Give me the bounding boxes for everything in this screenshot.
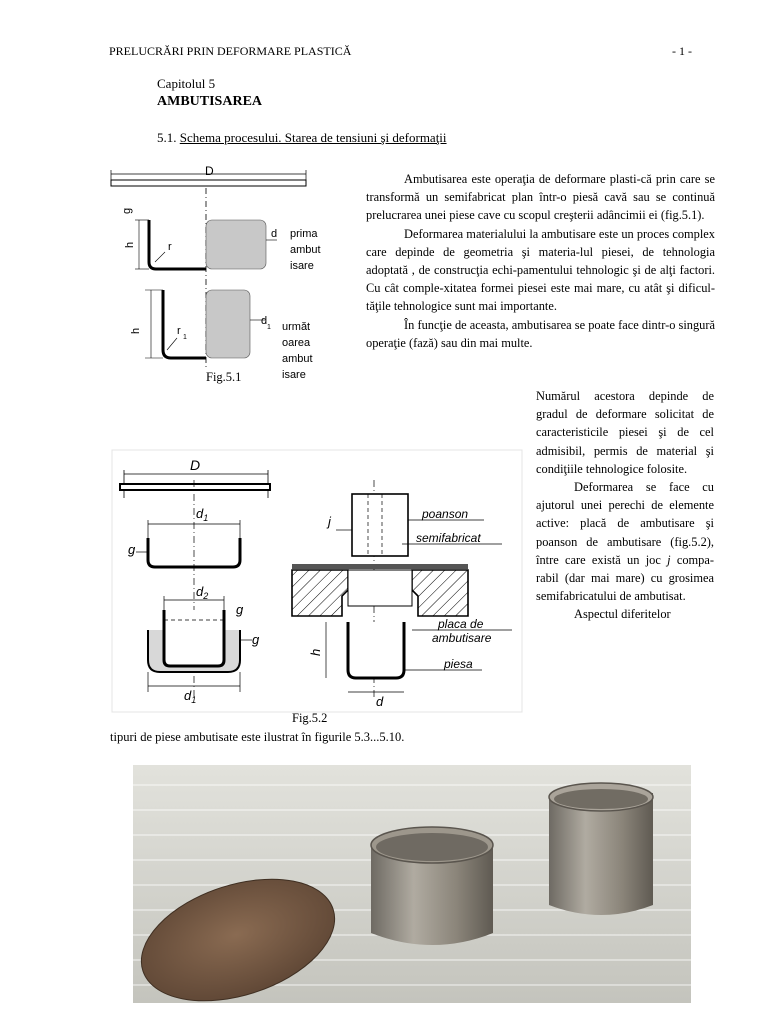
- fig2-die-left: [292, 570, 348, 616]
- label-g: g: [121, 207, 133, 214]
- fig2-label-semifabricat: semifabricat: [416, 531, 481, 545]
- fig-5-1-caption: Fig.5.1: [206, 370, 242, 384]
- fig2-label-d1-top: $d_1$: [196, 506, 209, 523]
- paragraph-3b: Numărul acestora depinde de gradul de deformare solicitat de caracteristicile piesei şi de cel admisibil, permis de material şi condiţiile tehnologice folosite.: [536, 389, 714, 476]
- shaded-cup-next: [206, 290, 250, 358]
- fig2-label-placa-1: placa de: [438, 617, 484, 631]
- fig2-label-j: j: [328, 514, 331, 529]
- fig2-cup-2-inner: [164, 610, 224, 666]
- label-r1-sub: 1: [183, 334, 187, 341]
- svg-text:ambut: ambut: [290, 244, 321, 256]
- fig2-die-right: [412, 570, 468, 616]
- running-header: [109, 44, 351, 59]
- section-number: 5.1.: [157, 130, 177, 145]
- svg-text:prima: prima: [290, 228, 318, 240]
- svg-text:isare: isare: [290, 260, 314, 272]
- label-D: D: [205, 164, 214, 178]
- chapter-title: AMBUTISAREA: [157, 94, 263, 109]
- fig2-label-g-3: g: [252, 632, 260, 647]
- section-heading: [157, 130, 447, 146]
- fig-5-2-caption: Fig.5.2: [292, 711, 328, 725]
- text-column-upper: [366, 170, 715, 352]
- page-number: - 1 -: [672, 44, 692, 58]
- svg-text:isare: isare: [282, 369, 306, 381]
- paragraph-5: Aspectul diferitelor: [574, 607, 671, 622]
- fig2-label-D: D: [190, 457, 201, 473]
- label-next-drawing: [282, 321, 313, 381]
- fig2-label-d1-bottom: $d_1$: [184, 688, 197, 705]
- paragraph-3a: În funcţie de aceasta, ambutisarea se poate face dintr-o singură operaţie (fază) sau din mai multe.: [366, 317, 715, 350]
- fig2-sheet: [292, 564, 468, 569]
- label-r1: r: [177, 325, 181, 337]
- chapter-number: Capitolul 5: [157, 76, 216, 91]
- header-title: PRELUCRĂRI PRIN DEFORMARE PLASTICĂ: [109, 44, 352, 58]
- label-r: r: [168, 241, 172, 253]
- svg-text:ambut: ambut: [282, 353, 313, 365]
- paragraph-4: Deformarea se face cu ajutorul unei perechi de elemente active: placă de ambutisare şi poanson de ambutisare (fig.5.2), între care există un joc j compa-rabil (dar mai mare) cu grosimea semifabricatului de ambutisat.: [536, 480, 714, 604]
- fig2-label-g-2: g: [236, 602, 244, 617]
- fig2-label-placa-2: ambutisare: [432, 631, 492, 645]
- fig2-label-poanson: poanson: [422, 507, 469, 521]
- label-h1: h: [130, 327, 142, 334]
- photo-drawn-parts: [133, 765, 691, 1003]
- fig2-label-g-1: g: [128, 542, 136, 557]
- label-d: d: [271, 228, 278, 240]
- svg-text:oarea: oarea: [282, 337, 311, 349]
- svg-text:următ: următ: [282, 321, 311, 333]
- text-column-narrow: [536, 387, 714, 624]
- paragraph-1: Ambutisarea este operaţia de deformare plasti-că prin care se transformă un semifabricat plan într-o piesă cavă sau se continuă prelucrarea unei piese cave cu scopul creşterii adâncimii ei (fig.5.1).: [366, 172, 715, 223]
- figure-5-2: [112, 450, 522, 712]
- paragraph-6: tipuri de piese ambutisate este ilustrat în figurile 5.3...5.10.: [110, 730, 405, 744]
- shaded-cup-first: [206, 220, 266, 269]
- section-title: Schema procesului. Starea de tensiuni şi deformaţii: [179, 130, 447, 145]
- fig2-label-d: d: [376, 694, 384, 709]
- cup-profile-first: [149, 220, 206, 269]
- paragraph-2: Deformarea materialului la ambutisare este un proces complex care depinde de geometria şi materia-lul piesei, de tehnologia adoptată , de construcţia echi-pamentului tehnologic şi de alţi factori. Cu cât comple-xitatea formei piesei este mai mare, cu atât şi dificul-tăţile tehnologice sunt mai importante.: [366, 226, 715, 314]
- label-first-drawing: [290, 228, 321, 272]
- label-h: h: [124, 241, 136, 248]
- fig2-punch: [352, 494, 408, 556]
- fig2-label-piesa: piesa: [444, 657, 473, 671]
- cup-profile-next: [163, 290, 206, 358]
- label-d1: d: [261, 315, 268, 327]
- fig2-label-h: h: [308, 648, 323, 656]
- fig2-label-d2: $d_2$: [196, 584, 209, 601]
- fig2-drawn-part: [348, 622, 404, 678]
- label-d1-sub: 1: [267, 324, 271, 331]
- blank-sheet: [111, 180, 306, 186]
- fig2-blank: [120, 484, 270, 490]
